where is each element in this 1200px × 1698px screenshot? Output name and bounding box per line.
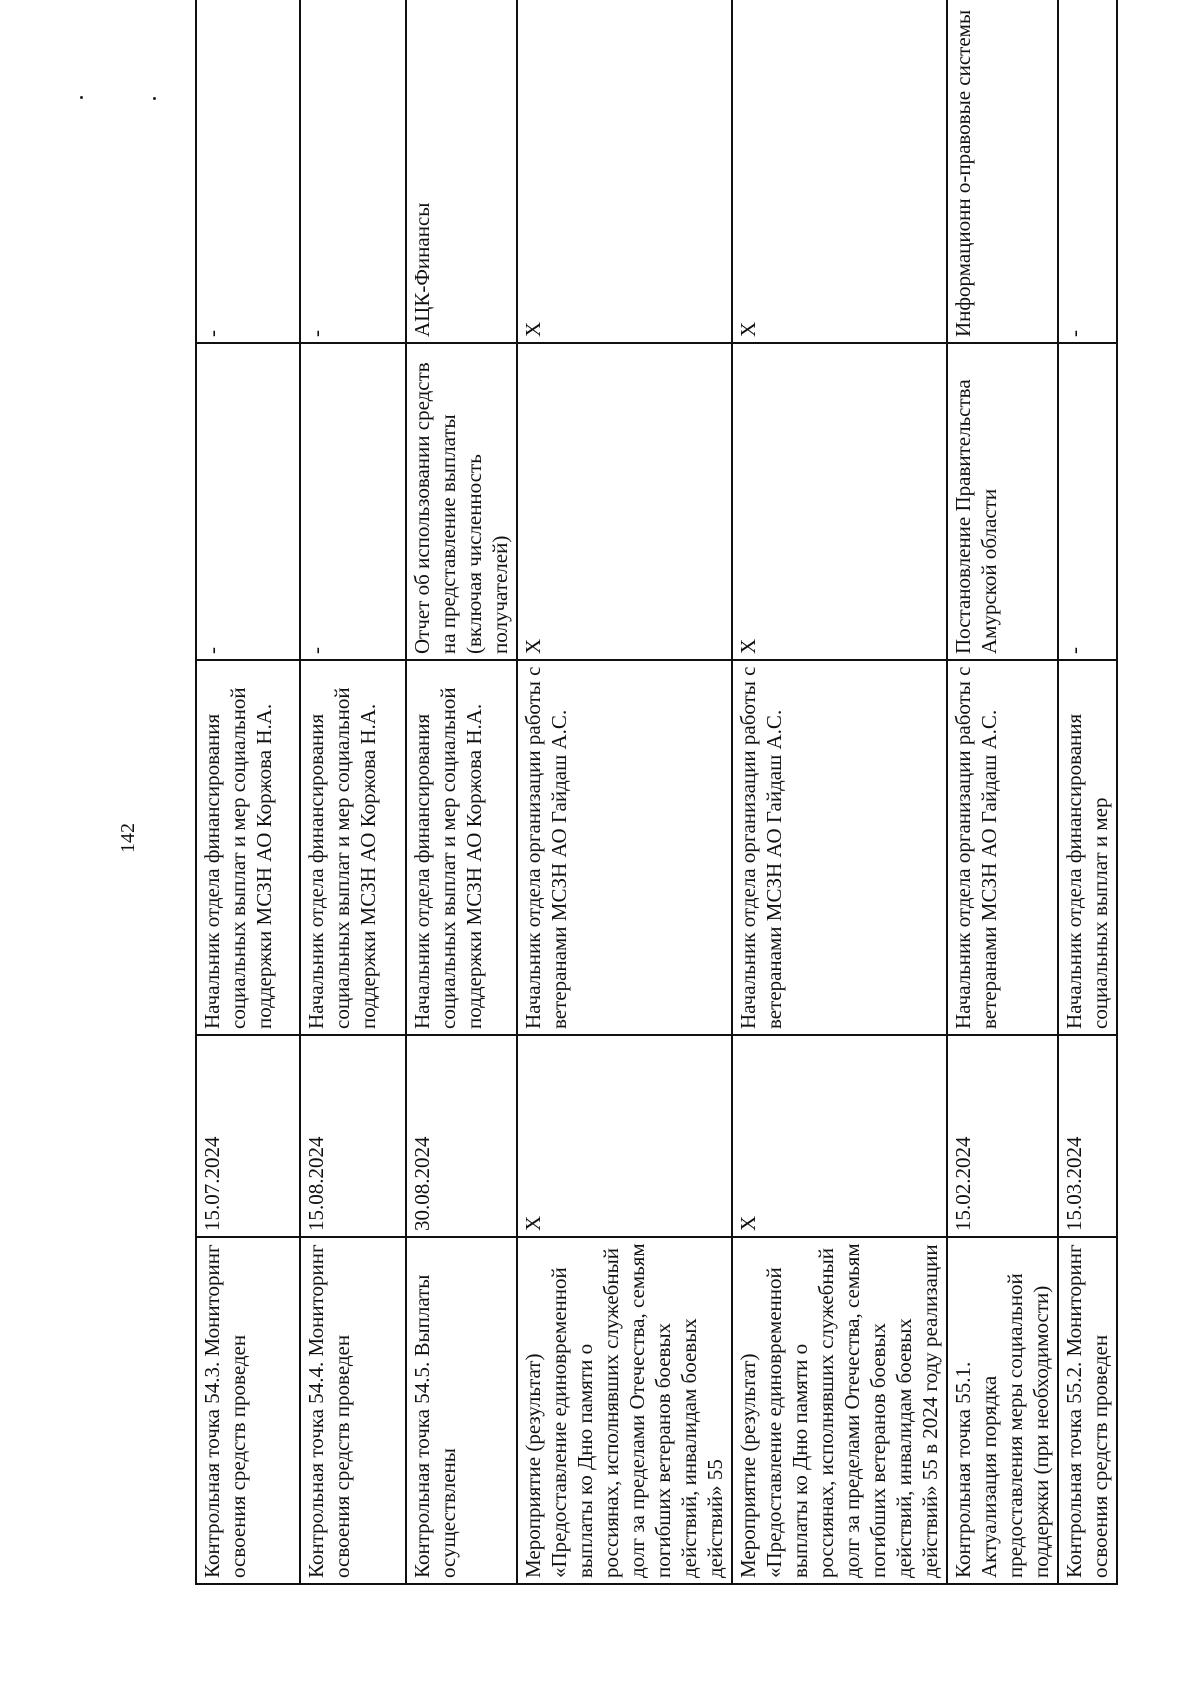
system-cell: - (300, 0, 406, 343)
date-cell: 15.02.2024 (947, 1035, 1058, 1237)
system-cell: АЦК-Финансы (406, 0, 517, 343)
responsible-cell: Начальник отдела финансирования социальных выплат и мер социальной поддержки МСЗН АО Коржова Н.А. (196, 660, 300, 1035)
responsible-cell: Начальник отдела организации работы с ветеранами МСЗН АО Гайдаш А.С. (517, 660, 732, 1035)
responsible-cell: Начальник отдела финансирования социальных выплат и мер социальной поддержки МСЗН АО Коржова Н.А. (300, 660, 406, 1035)
document-cell: Отчет об использовании средств на представление выплаты (включая численность получателей) (406, 343, 517, 660)
document-cell: X (732, 343, 947, 660)
event-name-cell: Контрольная точка 55.2. Мониторинг освоения средств проведен (1058, 1237, 1117, 1584)
event-name-cell: Мероприятие (результат) «Предоставление единовременной выплаты ко Дню памяти о россиянах, исполнявших служебный долг за пределами Отечества, семьям погибших ветеранов боевых действий, инвалидам боевых действий» 55 в 2024 году реализации (732, 1237, 947, 1584)
system-cell: - (196, 0, 300, 343)
date-cell: 15.07.2024 (196, 1035, 300, 1237)
system-cell: X (732, 0, 947, 343)
event-name-cell: Контрольная точка 54.4. Мониторинг освоения средств проведен (300, 1237, 406, 1584)
event-name-cell: Контрольная точка 55.1. Актуализация порядка предоставления меры социальной поддержки (при необходимости) (947, 1237, 1058, 1584)
responsible-cell: Начальник отдела финансирования социальных выплат и мер (1058, 660, 1117, 1035)
responsible-cell: Начальник отдела организации работы с ветеранами МСЗН АО Гайдаш А.С. (732, 660, 947, 1035)
document-cell: X (517, 343, 732, 660)
date-cell: 30.08.2024 (406, 1035, 517, 1237)
date-cell: X (732, 1035, 947, 1237)
date-cell: X (517, 1035, 732, 1237)
system-cell: X (517, 0, 732, 343)
plan-table (195, 0, 1118, 1585)
table-row (196, 0, 300, 1584)
system-cell: Информационн о-правовые системы (947, 0, 1058, 343)
table-row (406, 0, 517, 1584)
document-cell: Постановление Правительства Амурской области (947, 343, 1058, 660)
table-row (947, 0, 1058, 1584)
date-cell: 15.03.2024 (1058, 1035, 1117, 1237)
table-row (517, 0, 732, 1584)
document-cell: - (1058, 343, 1117, 660)
table-row (732, 0, 947, 1584)
date-cell: 15.08.2024 (300, 1035, 406, 1237)
event-name-cell: Контрольная точка 54.3. Мониторинг освоения средств проведен (196, 1237, 300, 1584)
table-row (300, 0, 406, 1584)
table-row (1058, 0, 1117, 1584)
responsible-cell: Начальник отдела финансирования социальных выплат и мер социальной поддержки МСЗН АО Коржова Н.А. (406, 660, 517, 1035)
responsible-cell: Начальник отдела организации работы с ветеранами МСЗН АО Гайдаш А.С. (947, 660, 1058, 1035)
system-cell: - (1058, 0, 1117, 343)
event-name-cell: Контрольная точка 54.5. Выплаты осуществлены (406, 1237, 517, 1584)
event-name-cell: Мероприятие (результат) «Предоставление единовременной выплаты ко Дню памяти о россиянах, исполнявших служебный долг за пределами Отечества, семьям погибших ветеранов боевых действий, инвалидам боевых действий» 55 (517, 1237, 732, 1584)
document-cell: - (300, 343, 406, 660)
document-cell: - (196, 343, 300, 660)
page-number: 142 (117, 823, 139, 853)
